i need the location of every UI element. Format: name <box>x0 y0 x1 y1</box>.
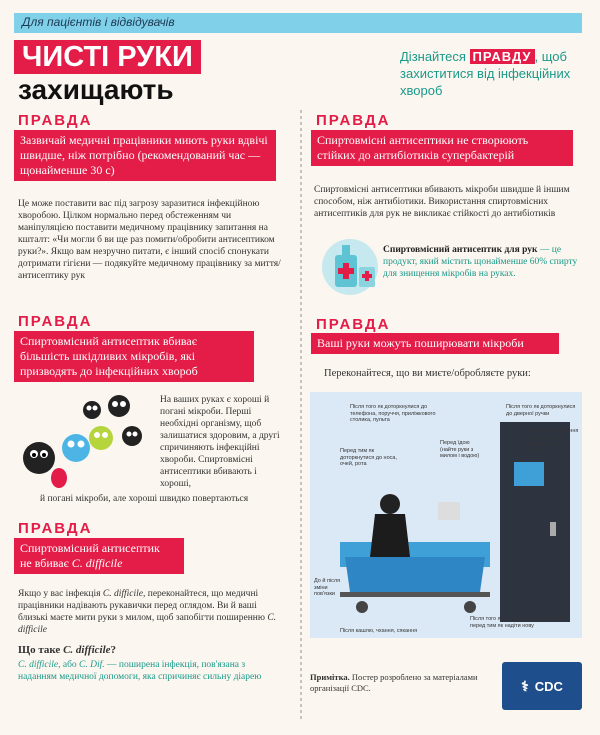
label-face: Перед тим як доторкнутися до носа, очей, рота <box>340 448 397 467</box>
sanitizer-bottles-icon <box>315 235 385 295</box>
germs-illustration <box>14 388 154 493</box>
truth-box-3 <box>14 538 184 574</box>
truth-box-5: Ваші руки можуть поширювати мікроби <box>311 333 559 354</box>
note-text: Постер розроблено за матеріалами організації CDC. <box>310 672 478 693</box>
body-3b: , переконайтеся, що медичні працівники надівають рукавички перед оглядом. Ви й ваші близькі маєте мити руки з милом, щоб запобігти поширенню <box>18 589 268 623</box>
body-3a-italic: C. difficile <box>102 589 143 599</box>
bad-germ-icon <box>23 442 55 474</box>
note-bold: Примітка. <box>310 672 350 682</box>
restroom-sign-icon <box>514 462 544 486</box>
truth-label-1: ПРАВДА <box>18 112 93 129</box>
tray-table-icon <box>438 502 460 520</box>
body-3b-italic: C. difficile <box>18 613 277 635</box>
truth-body-2-tail: й погані мікроби, але хороші швидко повертаються <box>40 494 249 504</box>
label-dressing: До й після зміни пов'язки <box>314 578 341 597</box>
bad-germ-icon <box>122 426 142 446</box>
truth-label-5: ПРАВДА <box>316 316 391 333</box>
truth-box-3-line2: не вбиває <box>20 556 72 570</box>
footnote <box>310 672 480 694</box>
good-germ-icon <box>89 426 113 450</box>
truth-box-3-italic: C. difficile <box>71 556 123 570</box>
learn-the-truth-tagline <box>400 48 600 99</box>
patient-body <box>370 514 410 557</box>
balloon-icon <box>51 468 67 488</box>
truth-label-3: ПРАВДА <box>18 520 93 537</box>
q-pre: Що таке <box>18 644 64 656</box>
truth-box-2: Спиртовмісний антисептик вбиває більшість шкідливих мікробів, які призводять до інфекційних хвороб <box>14 331 254 382</box>
truth-box-1: Зазвичай медичні працівники миють руки вдвічі швидше, ніж потрібно (рекомендований час — щонайменше 30 с) <box>14 130 276 181</box>
tagline-pre: Дізнайтеся <box>400 49 466 64</box>
truth-body-5: Переконайтеся, що ви миєте/обробляєте руки: <box>324 368 531 379</box>
cdc-logo <box>502 662 582 710</box>
patient-icon <box>380 494 400 514</box>
ans-italic-1: C. difficile <box>18 660 59 670</box>
body-3a: Якщо у вас інфекція <box>18 589 103 599</box>
hhs-eagle-icon: ⚕ <box>521 677 529 694</box>
truth-body-1: Це може поставити вас під загрозу заразитися інфекційною хворобою. Цілком нормально перед обстеженням чи маніпуляцією поставити медичному працівнику запитання на кшталт: «Чи могли б ви ще раз помити/обробити антисептиком руки?». Якщо вам незручно питати, є інший спосіб спонукати дотримати гігієни — подякуйте медичному працівнику за миття/антисептику рук <box>18 199 281 281</box>
bed-wheel-icon <box>356 601 368 613</box>
label-doorknob: Після того як доторкнулися до дверної ручки <box>506 404 576 417</box>
page-subtitle: захищають <box>18 74 174 105</box>
truth-label-4: ПРАВДА <box>316 112 391 129</box>
cdiff-question <box>18 644 116 656</box>
bed-wheel-icon <box>464 601 476 613</box>
good-germ-icon <box>62 434 90 462</box>
q-post: ? <box>110 644 117 656</box>
tip-bold: Спиртовмісний антисептик для рук <box>383 245 538 255</box>
tagline-post: , щоб <box>534 49 567 64</box>
cdc-logo-text: CDC <box>534 678 563 694</box>
label-toilet: Після користування туалетом (найте руки з милом і водою) <box>528 428 579 454</box>
bed-frame <box>340 592 490 597</box>
door-handle-icon <box>550 522 556 536</box>
tagline-line2: захиститися від інфекційних хвороб <box>400 66 571 98</box>
cdiff-answer <box>18 659 280 683</box>
column-divider <box>300 110 302 720</box>
tagline-highlight: ПРАВДУ <box>470 49 535 64</box>
page-title: ЧИСТІ РУКИ <box>14 40 201 74</box>
q-italic: C. difficile <box>63 644 111 656</box>
truth-body-2: На ваших руках є хороші й погані мікроби. Перші необхідні організму, щоб залишатися здоровим, а другі спричиняють інфекційні хвороби. Спиртовмісні антисептики вбивають і хороші, <box>160 395 280 489</box>
truth-body-3 <box>18 588 288 636</box>
label-phone: Після того як доторкнулися до телефона, поруччя, приліжкового столика, пульта <box>350 404 436 423</box>
label-mask: Після того як зняли медичну маску й перед тим як надіти нову <box>470 616 564 629</box>
tip-text: — це продукт, який містить щонайменше 60% спирту для знищення мікробів на руках. <box>383 245 578 279</box>
truth-body-4: Спиртовмісні антисептики вбивають мікроби швидше й іншим способом, ніж антибіотики. Використання спиртовмісних антисептиків для рук не викликає стійкості до антибіотиків <box>314 185 570 219</box>
label-eat: Перед їдою (найте руки з милом і водою) <box>440 440 480 459</box>
label-cough: Після кашлю, чхання, сякання <box>340 628 418 634</box>
ans-post: — поширена інфекція, пов'язана з наданням медичної допомоги, яка спричиняє сильну діарею <box>18 660 262 682</box>
bad-germ-icon <box>108 395 130 417</box>
audience-banner: Для пацієнтів і відвідувачів <box>14 13 582 33</box>
truth-box-4: Спиртовмісні антисептики не створюють стійких до антибіотиків супербактерій <box>311 130 573 166</box>
bad-germ-icon <box>83 401 101 419</box>
truth-label-2: ПРАВДА <box>18 313 93 330</box>
truth-box-3-line1: Спиртовмісний антисептик <box>20 541 160 555</box>
hospital-scene-illustration <box>310 392 582 638</box>
bed-blanket <box>345 557 485 592</box>
sanitizer-definition <box>383 244 579 280</box>
ans-mid: , або <box>58 660 80 670</box>
ans-italic-2: C. Dif. <box>79 660 105 670</box>
